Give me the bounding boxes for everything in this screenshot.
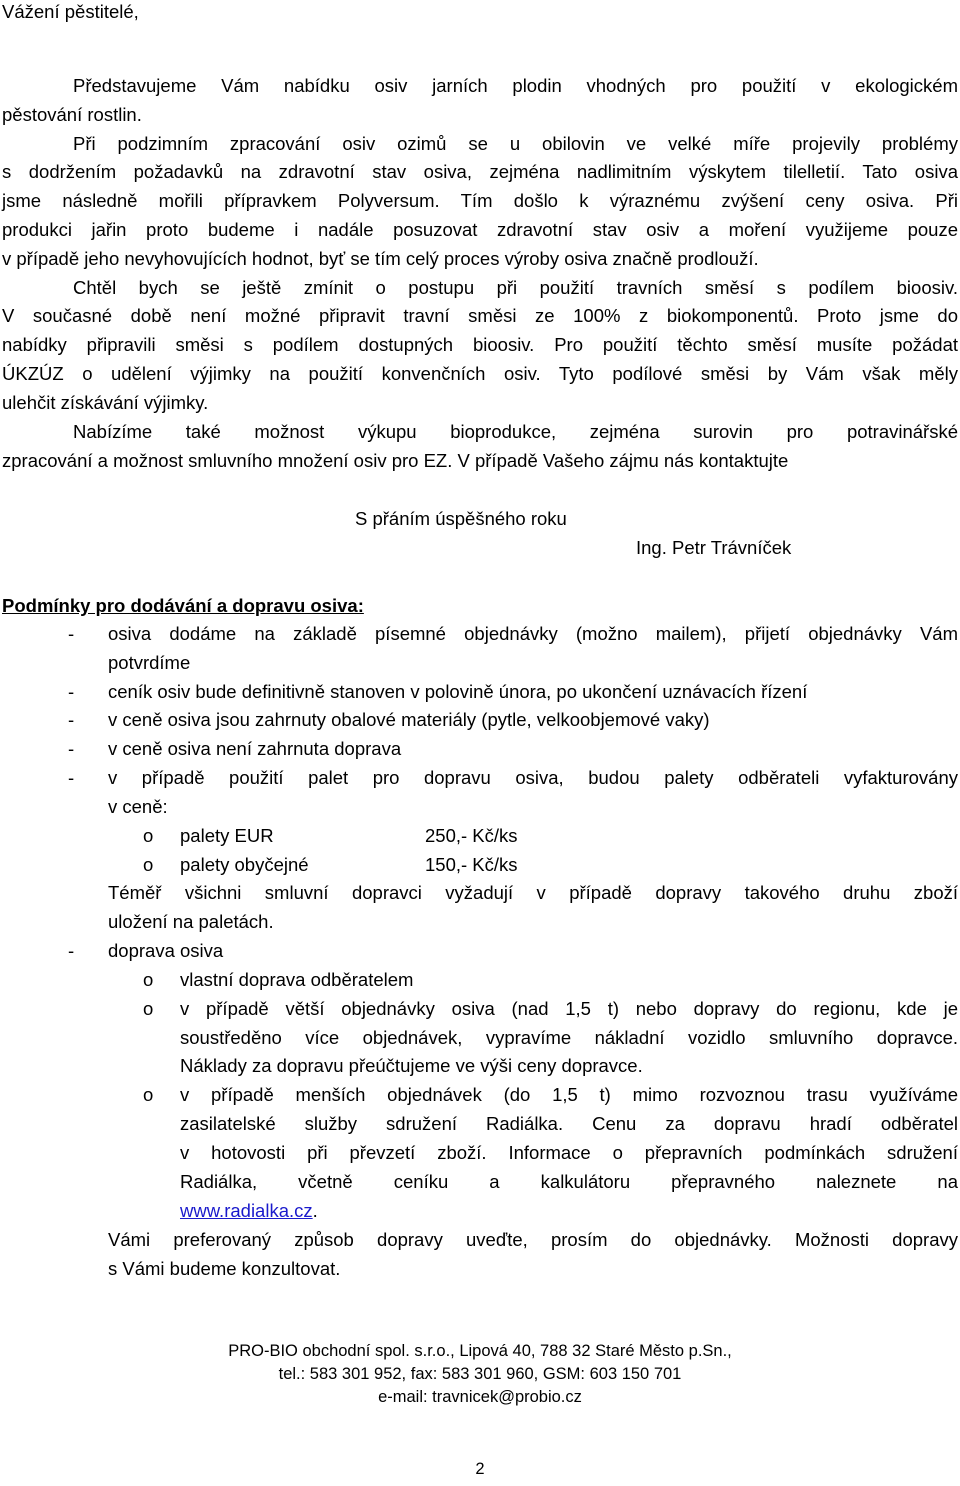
pallet-eur-name: palety EUR [180,825,274,846]
transport-option-2-line2: soustředěno více objednávek, vypravíme nákladní vozidlo smluvního dopravce. [180,1027,958,1048]
condition-3: v ceně osiva jsou zahrnuty obalové materiály (pytle, velkoobjemové vaky) [108,709,710,730]
pallet-common-price: 150,- Kč/ks [425,854,518,875]
transport-option-3-line2: zasilatelské služby sdružení Radiálka. Cenu za dopravu hradí odběratel [180,1113,958,1134]
condition-1-line2: potvrdíme [108,652,191,673]
intro-p4-line1: Nabízíme také možnost výkupu bioprodukce, zejména surovin pro potravinářské [73,421,958,442]
dash-marker: - [68,940,75,961]
footer-phones: tel.: 583 301 952, fax: 583 301 960, GSM: 603 150 701 [278,1365,682,1383]
dash-marker: - [68,681,75,702]
final-note-line1: Vámi preferovaný způsob dopravy uveďte, prosím do objednávky. Možnosti dopravy [108,1229,958,1250]
bullet-marker: o [143,854,154,875]
intro-p3-line3: nabídky připravili směsi s podílem dostupných bioosiv. Pro použití těchto směsí musíte požádat [2,334,958,355]
dash-marker: - [68,623,75,644]
intro-p2-line1: Při podzimním zpracování osiv ozimů se u obilovin ve velké míře projevily problémy [73,133,958,154]
condition-6: doprava osiva [108,940,224,961]
pallet-note-line1: Téměř všichni smluvní dopravci vyžadují v případě dopravy takového druhu zboží [108,882,958,903]
condition-4: v ceně osiva není zahrnuta doprava [108,738,402,759]
intro-p2-line2: s dodržením požadavků na zdravotní stav osiva, zejména nadlimitním výskytem tilelletií. Tato osiva [2,161,958,182]
sentence-end: . [312,1200,318,1221]
transport-option-3-line3: v hotovosti při převzetí zboží. Informace o přepravních podmínkách sdružení [180,1142,958,1163]
intro-p2-line4: produkci jařin proto budeme i nadále posuzovat zdravotní stav osiv a moření využijeme pouze [2,219,958,240]
condition-2: ceník osiv bude definitivně stanoven v polovině února, po ukončení uznávacích řízení [108,681,808,702]
transport-option-3-line4: Radiálka, včetně ceníku a kalkulátoru přepravného naleznete na [180,1171,958,1192]
transport-option-1: vlastní doprava odběratelem [180,969,414,990]
transport-option-2-line1: v případě větší objednávky osiva (nad 1,5 t) nebo dopravy do regionu, kde je [180,998,958,1019]
bullet-marker: o [143,969,154,990]
intro-p1-line1: Představujeme Vám nabídku osiv jarních plodin vhodných pro použití v ekologickém [73,75,958,96]
greeting: Vážení pěstitelé, [2,1,139,22]
bullet-marker: o [143,1084,154,1105]
transport-option-3-line5 [180,1199,318,1223]
page-number: 2 [475,1460,485,1478]
final-note-line2: s Vámi budeme konzultovat. [108,1258,341,1279]
intro-p3-line2: V současné době není možné připravit travní směsi ze 100% z biokomponentů. Proto jsme do [2,305,958,326]
closing-wish: S přáním úspěšného roku [355,508,567,529]
footer-company: PRO-BIO obchodní spol. s.r.o., Lipová 40, 788 32 Staré Město p.Sn., [228,1342,732,1360]
bullet-marker: o [143,825,154,846]
intro-p4-line2: zpracování a možnost smluvního množení osiv pro EZ. V případě Vašeho zájmu nás kontaktujte [2,450,789,471]
conditions-heading: Podmínky pro dodávání a dopravu osiva: [2,595,364,616]
intro-p3-line5: ulehčit získávání výjimky. [2,392,209,413]
transport-option-2-line3: Náklady za dopravu přeúčtujeme ve výši ceny dopravce. [180,1055,643,1076]
bullet-marker: o [143,998,154,1019]
pallet-note-line2: uložení na paletách. [108,911,274,932]
condition-1-line1: osiva dodáme na základě písemné objednávky (možno mailem), přijetí objednávky Vám [108,623,958,644]
pallet-common-name: palety obyčejné [180,854,309,875]
condition-5-line2: v ceně: [108,796,168,817]
intro-p2-line3: jsme následně mořili přípravkem Polyversum. Tím došlo k výraznému zvýšení ceny osiva. Při [2,190,958,211]
intro-p1-line2: pěstování rostlin. [2,104,142,125]
radialka-link[interactable]: www.radialka.cz [180,1200,313,1221]
closing-signature: Ing. Petr Trávníček [636,537,792,558]
dash-marker: - [68,767,75,788]
footer-email: e-mail: travnicek@probio.cz [378,1388,582,1406]
intro-p3-line4: ÚKZÚZ o udělení výjimky na použití konvenčních osiv. Tyto podílové směsi by Vám však měly [2,363,958,384]
intro-p3-line1: Chtěl bych se ještě zmínit o postupu při použití travních směsí s podílem bioosiv. [73,277,958,298]
transport-option-3-line1: v případě menších objednávek (do 1,5 t) mimo rozvoznou trasu využíváme [180,1084,958,1105]
intro-p2-line5: v případě jeho nevyhovujících hodnot, byť se tím celý proces výroby osiva značně prodlouží. [2,248,759,269]
dash-marker: - [68,738,75,759]
pallet-eur-price: 250,- Kč/ks [425,825,518,846]
dash-marker: - [68,709,75,730]
condition-5-line1: v případě použití palet pro dopravu osiva, budou palety odběrateli vyfakturovány [108,767,958,788]
